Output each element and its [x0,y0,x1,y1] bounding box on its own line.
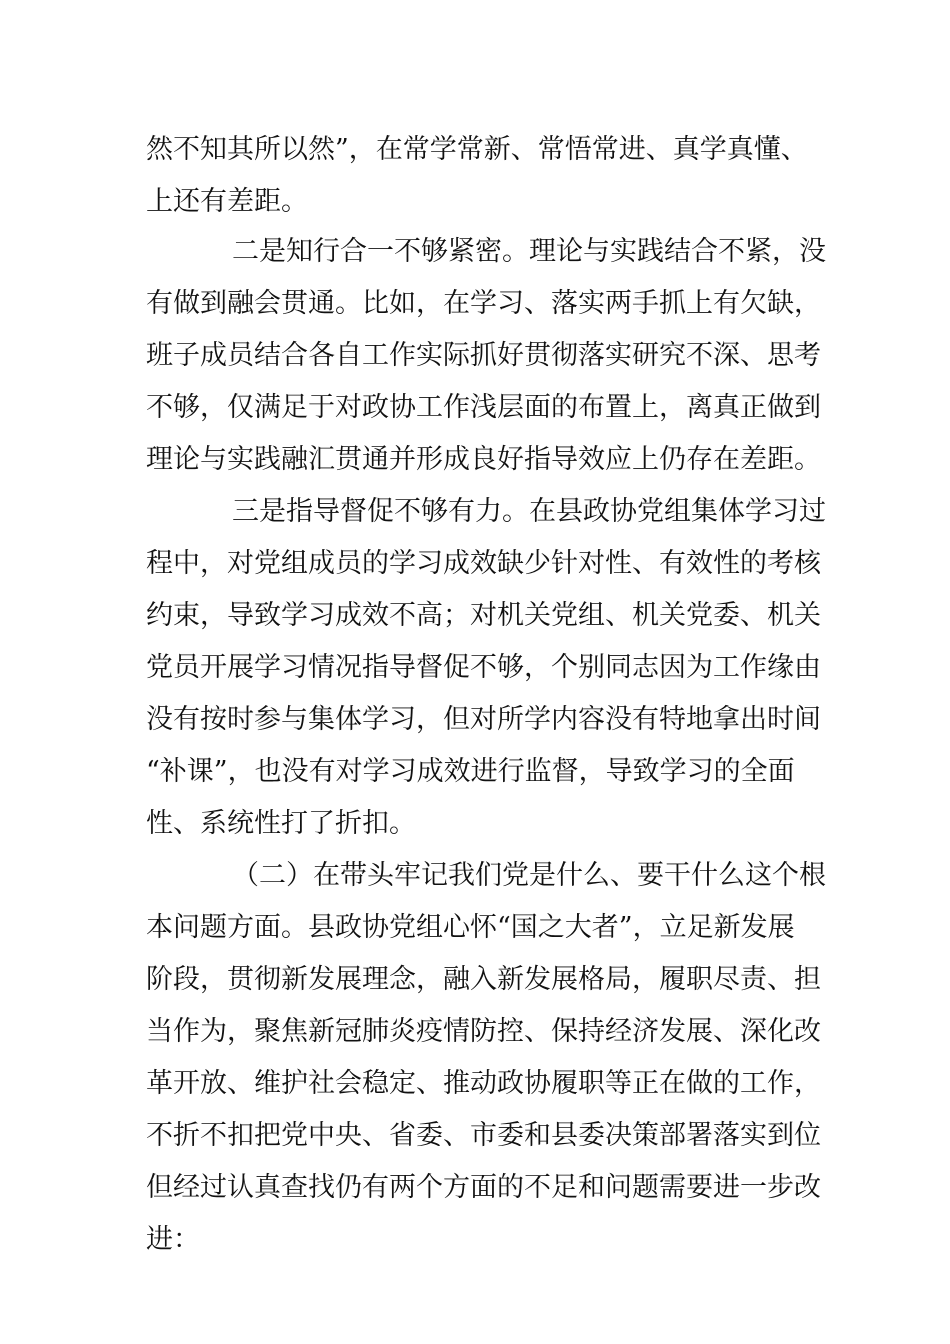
text-line-2: 上还有差距。 [146,186,308,217]
text-line-12: 没有按时参与集体学习，但对所学内容没有特地拿出时间 [146,704,821,735]
text-line-17: 阶段，贯彻新发展理念，融入新发展格局，履职尽责、担 [146,964,821,995]
text-line-10: 约束，导致学习成效不高；对机关党组、机关党委、机关 [146,600,821,631]
text-line-21: 但经过认真查找仍有两个方面的不足和问题需要进一步改 [146,1172,821,1203]
text-line-6: 不够，仅满足于对政协工作浅层面的布置上，离真正做到 [146,392,821,423]
text-line-13: “补课”，也没有对学习成效进行监督，导致学习的全面 [146,756,795,787]
text-line-20: 不折不扣把党中央、省委、市委和县委决策部署落实到位 [146,1120,821,1151]
text-line-18: 当作为，聚焦新冠肺炎疫情防控、保持经济发展、深化改 [146,1016,821,1047]
text-line-22: 进： [146,1224,200,1255]
text-line-11: 党员开展学习情况指导督促不够，个别同志因为工作缘由 [146,652,821,683]
text-line-7: 理论与实践融汇贯通并形成良好指导效应上仍存在差距。 [146,444,821,475]
section-heading-line: （二）在带头牢记我们党是什么、要干什么这个根 [232,860,826,891]
text-line-5: 班子成员结合各自工作实际抓好贯彻落实研究不深、思考 [146,340,821,371]
text-line-19: 革开放、维护社会稳定、推动政协履职等正在做的工作， [146,1068,821,1099]
text-line-16: 本问题方面。县政协党组心怀“国之大者”，立足新发展 [146,912,795,943]
paragraph-3-first-line: 三是指导督促不够有力。在县政协党组集体学习过 [232,496,826,527]
text-line-9: 程中，对党组成员的学习成效缺少针对性、有效性的考核 [146,548,821,579]
text-line-14: 性、系统性打了折扣。 [146,808,416,839]
text-line-1: 然不知其所以然”，在常学常新、常悟常进、真学真懂、 [146,134,808,165]
text-line-4: 有做到融会贯通。比如，在学习、落实两手抓上有欠缺， [146,288,821,319]
paragraph-2-first-line: 二是知行合一不够紧密。理论与实践结合不紧，没 [232,236,826,267]
